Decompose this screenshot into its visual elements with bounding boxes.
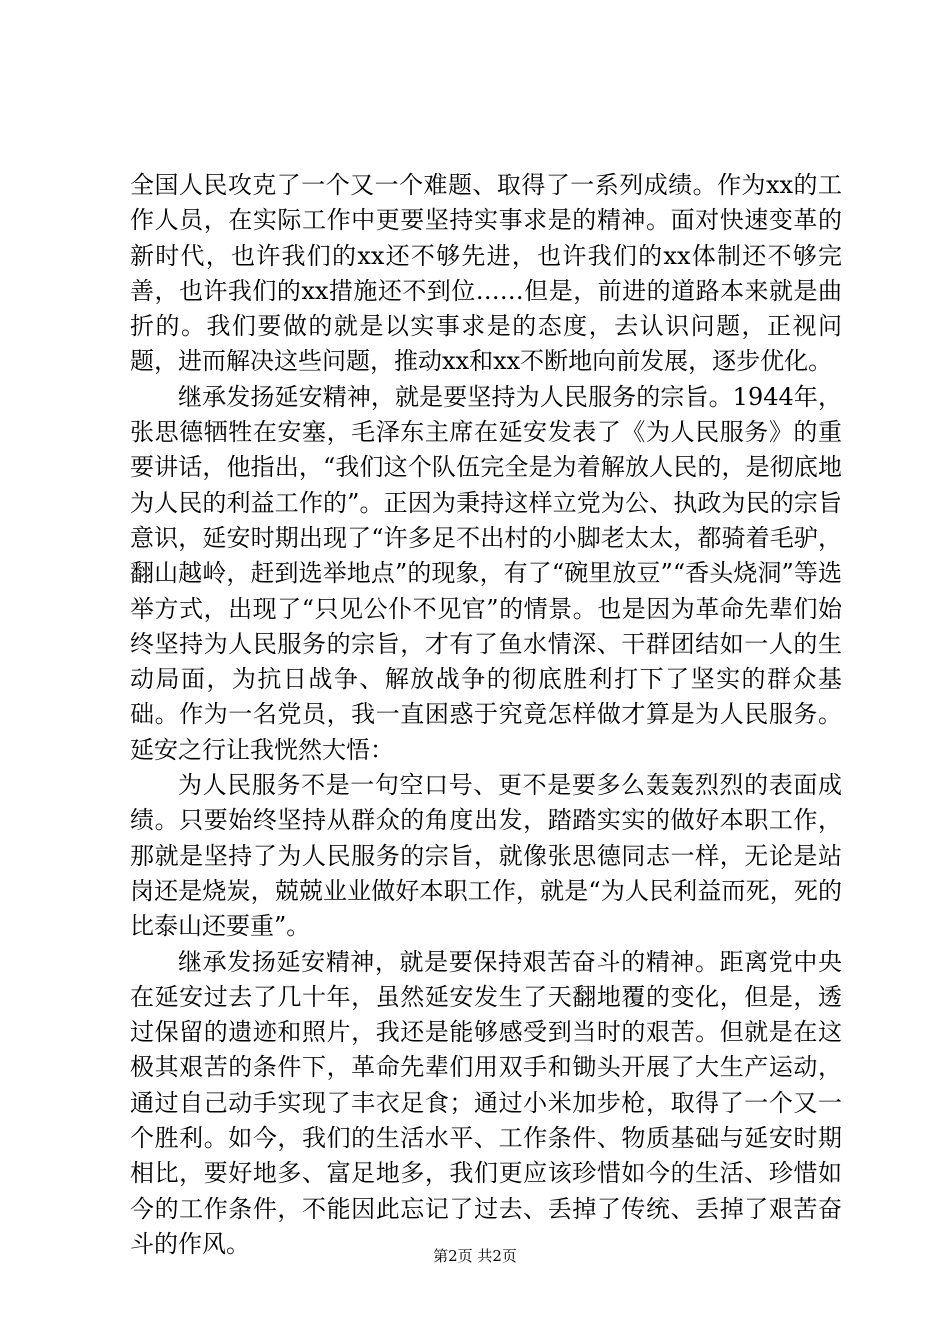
paragraph-2: 继承发扬延安精神，就是要坚持为人民服务的宗旨。1944年，张思德牺牲在安塞，毛泽东主席在延安发表了《为人民服务》的重要讲话，他指出，“我们这个队伍完全是为着解放人民的，是彻底地为人民的利益工作的”。正因为秉持这样立党为公、执政为民的宗旨意识，延安时期出现了“许多足不出村的小脚老太太，都骑着毛驴，翻山越岭，赶到选举地点”的现象，有了“碗里放豆”“香头烧洞”等选举方式，出现了“只见公仆不见官”的情景。也是因为革命先辈们始终坚持为人民服务的宗旨，才有了鱼水情深、干群团结如一人的生动局面，为抗日战争、解放战争的彻底胜利打下了坚实的群众基础。作为一名党员，我一直困惑于究竟怎样做才算是为人民服务。延安之行让我恍然大悟：	[130, 382, 842, 764]
document-body	[130, 168, 842, 1262]
paragraph-1: 全国人民攻克了一个又一个难题、取得了一系列成绩。作为xx的工作人员，在实际工作中更要坚持实事求是的精神。面对快速变革的新时代，也许我们的xx还不够先进，也许我们的xx体制还不够完善，也许我们的xx措施还不到位……但是，前进的道路本来就是曲折的。我们要做的就是以实事求是的态度，去认识问题，正视问题，进而解决这些问题，推动xx和xx不断地向前发展，逐步优化。	[130, 171, 842, 376]
paragraph-3: 为人民服务不是一句空口号、更不是要多么轰轰烈烈的表面成绩。只要始终坚持从群众的角度出发，踏踏实实的做好本职工作，那就是坚持了为人民服务的宗旨，就像张思德同志一样，无论是站岗还是烧炭，兢兢业业做好本职工作，就是“为人民利益而死，死的比泰山还要重”。	[130, 771, 842, 941]
paragraph-4: 继承发扬延安精神，就是要保持艰苦奋斗的精神。距离党中央在延安过去了几十年，虽然延安发生了天翻地覆的变化，但是，透过保留的遗迹和照片，我还是能够感受到当时的艰苦。但就是在这极其艰苦的条件下，革命先辈们用双手和锄头开展了大生产运动，通过自己动手实现了丰衣足食；通过小米加步枪，取得了一个又一个胜利。如今，我们的生活水平、工作条件、物质基础与延安时期相比，要好地多、富足地多，我们更应该珍惜如今的生活、珍惜如今的工作条件，不能因此忘记了过去、丢掉了传统、丢掉了艰苦奋斗的作风。	[130, 947, 842, 1258]
page-number-footer: 第2页 共2页	[433, 1247, 517, 1265]
